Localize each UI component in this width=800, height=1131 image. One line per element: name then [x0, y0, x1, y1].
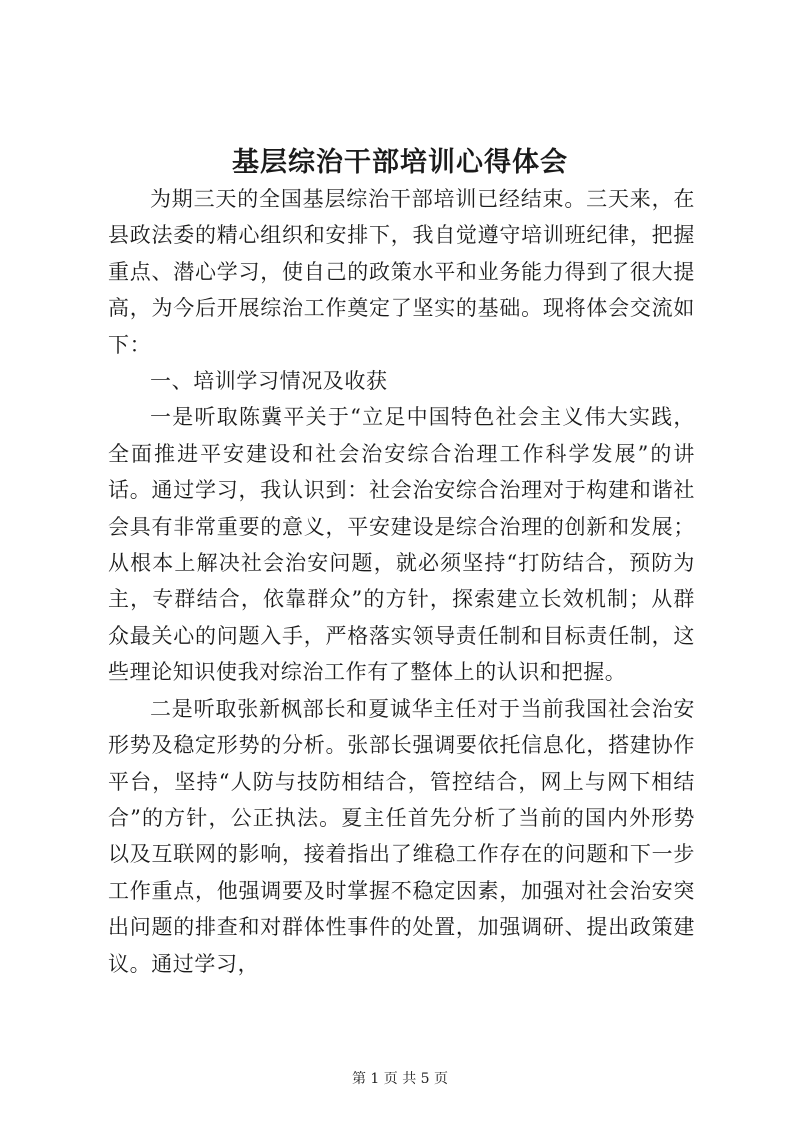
paragraph-first-point: 一是听取陈冀平关于“立足中国特色社会主义伟大实践，全面推进平安建设和社会治安综合治理工作科学发展”的讲话。通过学习，我认识到：社会治安综合治理对于构建和谐社会具有非常重要的意义，平安建设是综合治理的创新和发展；从根本上解决社会治安问题，就必须坚持“打防结合，预防为主，专群结合，依靠群众”的方针，探索建立长效机制；从群众最关心的问题入手，严格落实领导责任制和目标责任制，这些理论知识使我对综治工作有了整体上的认识和把握。 [108, 405, 695, 685]
document-title: 基层综治干部培训心得体会 [232, 147, 568, 178]
section-heading: 一、培训学习情况及收获 [150, 369, 388, 394]
paragraph-intro: 为期三天的全国基层综治干部培训已经结束。三天来，在县政法委的精心组织和安排下，我自觉遵守培训班纪律，把握重点、潜心学习，使自己的政策水平和业务能力得到了很大提高，为今后开展综治工作奠定了坚实的基础。现将体会交流如下： [108, 187, 695, 357]
page-footer: 第 1 页 共 5 页 [351, 1071, 449, 1087]
paragraph-second-point: 二是听取张新枫部长和夏诚华主任对于当前我国社会治安形势及稳定形势的分析。张部长强调要依托信息化，搭建协作平台，坚持“人防与技防相结合，管控结合，网上与网下相结合”的方针，公正执法。夏主任首先分析了当前的国内外形势以及互联网的影响，接着指出了维稳工作存在的问题和下一步工作重点，他强调要及时掌握不稳定因素，加强对社会治安突出问题的排查和对群体性事件的处置，加强调研、提出政策建议。通过学习， [108, 696, 695, 976]
document-body [108, 181, 695, 982]
